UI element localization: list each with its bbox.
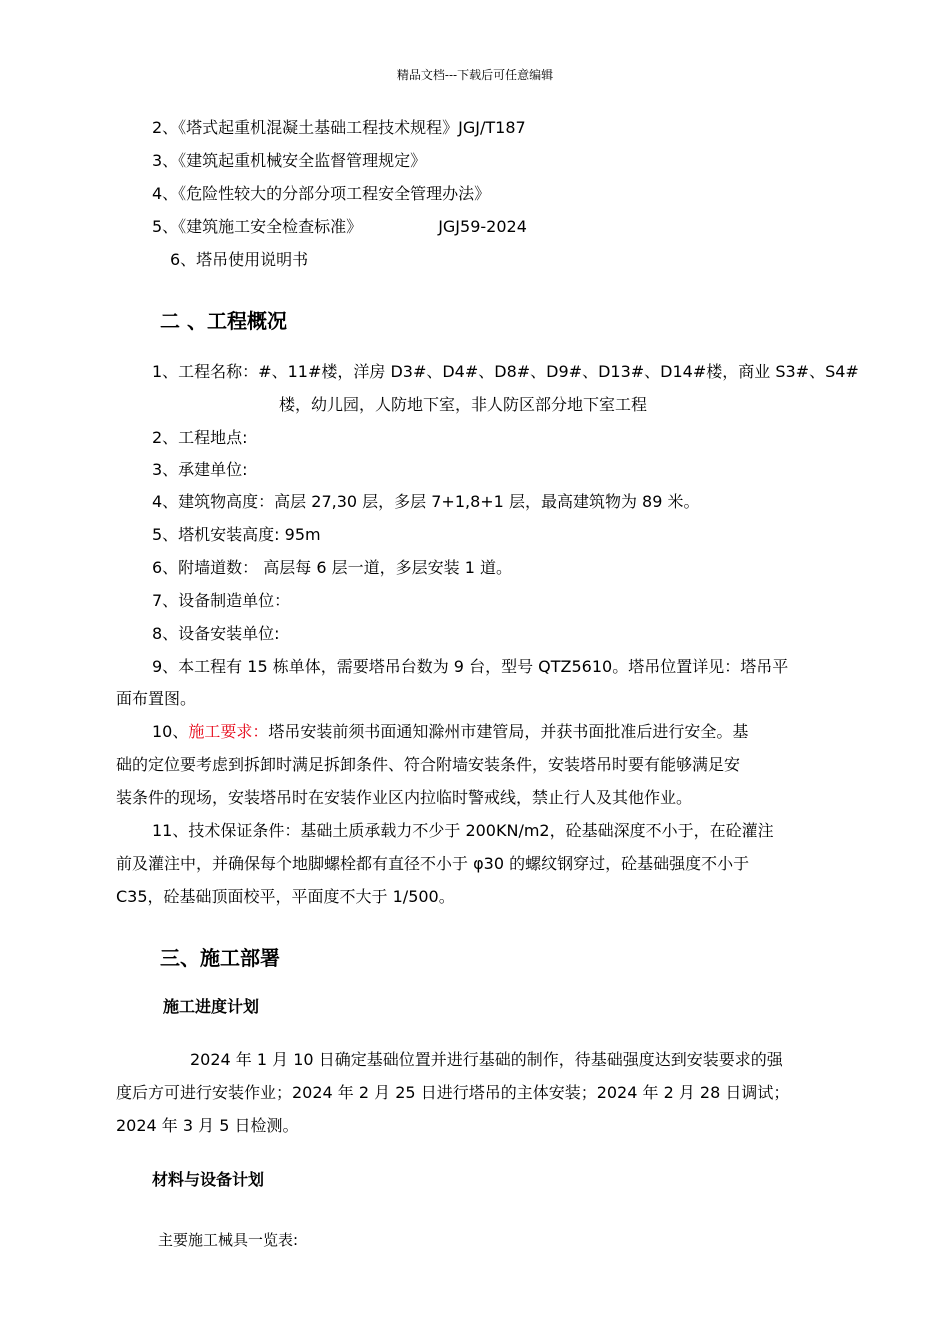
page-header: 精品文档---下载后可任意编辑 — [396, 68, 554, 82]
overview-item-3: 3、承建单位: — [152, 460, 248, 479]
materials-subheading: 材料与设备计划 — [152, 1170, 265, 1189]
reference-6: 6、塔吊使用说明书 — [170, 250, 309, 269]
section-3-heading: 三、施工部署 — [160, 946, 280, 970]
overview-item-11-line1: 11、技术保证条件：基础土质承载力不少于 200KN/m2，砼基础深度不小于，在砼灌注 — [152, 821, 774, 840]
overview-item-11-line2: 前及灌注中，并确保每个地脚螺栓都有直径不小于 φ30 的螺纹钢穿过，砼基础强度不小于 — [116, 854, 750, 873]
item-10-number: 10、 — [152, 722, 189, 741]
overview-item-8: 8、设备安装单位: — [152, 624, 280, 643]
reference-5-code: JGJ59-2024 — [438, 217, 527, 236]
schedule-paragraph-line1: 2024 年 1 月 10 日确定基础位置并进行基础的制作，待基础强度达到安装要求的强 — [190, 1050, 783, 1069]
reference-3: 3、《建筑起重机械安全监督管理规定》 — [152, 151, 427, 170]
overview-item-10-line1 — [152, 722, 748, 742]
schedule-paragraph-line3: 2024 年 3 月 5 日检测。 — [116, 1116, 299, 1135]
overview-item-6: 6、附墙道数： 高层每 6 层一道，多层安装 1 道。 — [152, 558, 512, 577]
reference-5 — [152, 217, 527, 237]
overview-item-11-line3: C35，砼基础顶面校平，平面度不大于 1/500。 — [116, 887, 455, 906]
schedule-paragraph-line2: 度后方可进行安装作业；2024 年 2 月 25 日进行塔吊的主体安装；2024 年 2 月 28 日调试； — [116, 1083, 790, 1102]
overview-item-10-line2: 础的定位要考虑到拆卸时满足拆卸条件、符合附墙安装条件，安装塔吊时要有能够满足安 — [116, 755, 741, 774]
overview-item-5: 5、塔机安装高度: 95m — [152, 525, 321, 544]
reference-2: 2、《塔式起重机混凝土基础工程技术规程》JGJ/T187 — [152, 118, 526, 137]
reference-5-title: 5、《建筑施工安全检查标准》 — [152, 217, 363, 236]
reference-4: 4、《危险性较大的分部分项工程安全管理办法》 — [152, 184, 491, 203]
item-10-text: 塔吊安装前须书面通知滁州市建管局，并获书面批准后进行安全。基 — [268, 722, 749, 741]
overview-item-1-line1: 1、工程名称：#、11#楼，洋房 D3#、D4#、D8#、D9#、D13#、D14#楼，商业 S3#、S4# — [152, 362, 859, 381]
construction-requirement-label: 施工要求： — [188, 722, 269, 741]
overview-item-9-line2: 面布置图。 — [116, 689, 197, 708]
section-2-heading: 二 、工程概况 — [160, 309, 287, 333]
overview-item-2: 2、工程地点: — [152, 428, 248, 447]
schedule-subheading: 施工进度计划 — [163, 997, 260, 1016]
overview-item-9-line1: 9、本工程有 15 栋单体，需要塔吊台数为 9 台，型号 QTZ5610。塔吊位置详见：塔吊平 — [152, 657, 789, 676]
equipment-list-intro: 主要施工械具一览表: — [158, 1231, 299, 1249]
overview-item-1-line2: 楼，幼儿园，人防地下室，非人防区部分地下室工程 — [279, 395, 648, 414]
overview-item-4: 4、建筑物高度：高层 27,30 层，多层 7+1,8+1 层，最高建筑物为 89 米。 — [152, 492, 700, 511]
overview-item-7: 7、设备制造单位： — [152, 591, 291, 610]
overview-item-10-line3: 装条件的现场，安装塔吊时在安装作业区内拉临时警戒线，禁止行人及其他作业。 — [116, 788, 693, 807]
